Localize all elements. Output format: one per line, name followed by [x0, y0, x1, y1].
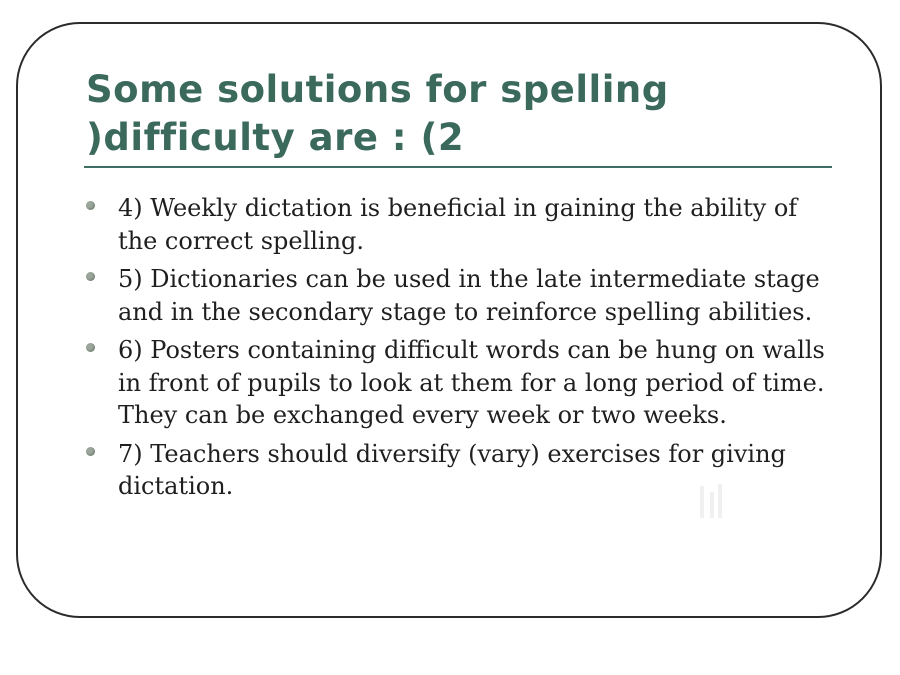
bullet-text: 7) Teachers should diversify (vary) exercises for giving dictation.	[118, 439, 786, 500]
bullet-dot-icon	[86, 272, 95, 281]
watermark-icon	[696, 482, 726, 522]
title-divider	[84, 166, 832, 168]
bullet-text: 6) Posters containing difficult words can be hung on walls in front of pupils to look at them for a long period of time. They can be exchanged every week or two weeks.	[118, 336, 825, 429]
bullet-item-4	[84, 192, 844, 257]
title-line-1: Some solutions for spelling	[86, 68, 669, 111]
bullet-item-5	[84, 263, 844, 328]
slide-title	[86, 66, 806, 162]
bullet-text: 5) Dictionaries can be used in the late intermediate stage and in the secondary stage to reinforce spelling abilities.	[118, 265, 820, 326]
bullet-list	[84, 192, 844, 509]
bullet-item-7	[84, 438, 844, 503]
bullet-item-6	[84, 334, 844, 432]
title-line-2: )difficulty are : (2	[86, 116, 465, 159]
bullet-dot-icon	[86, 447, 95, 456]
bullet-dot-icon	[86, 201, 95, 210]
bullet-text: 4) Weekly dictation is beneficial in gaining the ability of the correct spelling.	[118, 194, 798, 255]
bullet-dot-icon	[86, 343, 95, 352]
